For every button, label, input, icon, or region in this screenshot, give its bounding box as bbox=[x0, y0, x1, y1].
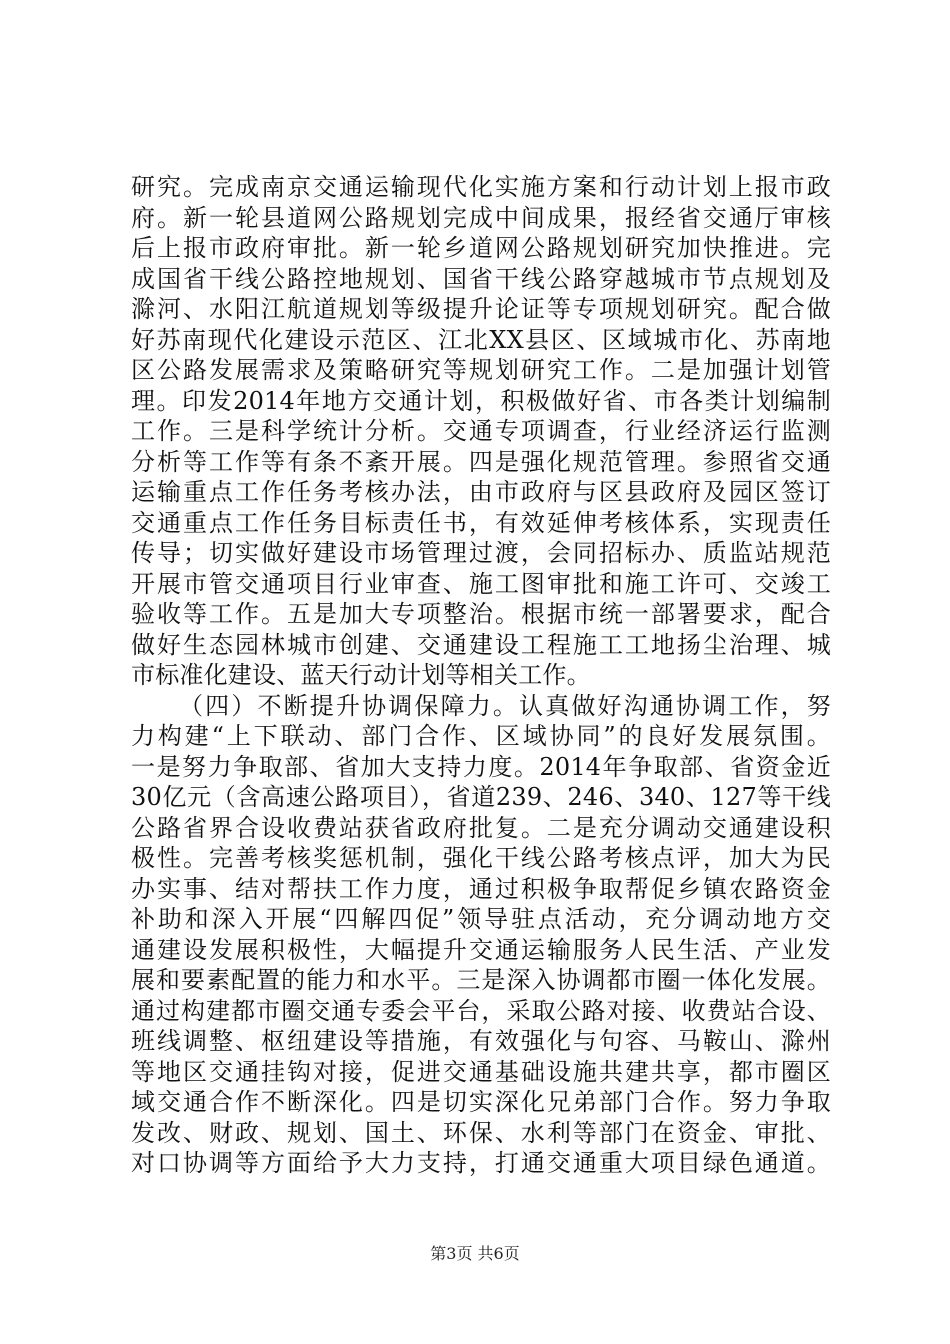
text-line: 好苏南现代化建设示范区、江北XX县区、区域城市化、苏南地 bbox=[131, 325, 831, 354]
text-line: 成国省干线公路控地规划、国省干线公路穿越城市节点规划及 bbox=[131, 264, 831, 293]
text-line: 验收等工作。五是加大专项整治。根据市统一部署要求，配合 bbox=[131, 600, 831, 628]
text-line: 办实事、结对帮扶工作力度，通过积极争取帮促乡镇农路资金 bbox=[131, 874, 831, 903]
page-footer: 第3页 共6页 bbox=[430, 1244, 520, 1263]
text-line: 力构建“上下联动、部门合作、区域协同”的良好发展氛围。 bbox=[131, 722, 831, 750]
text-line: 30亿元（含高速公路项目），省道239、246、340、127等干线 bbox=[131, 783, 831, 811]
text-line: 发改、财政、规划、国土、环保、水利等部门在资金、审批、 bbox=[131, 1118, 831, 1147]
text-line: 等地区交通挂钩对接，促进交通基础设施共建共享，都市圈区 bbox=[131, 1057, 831, 1086]
text-line: 域交通合作不断深化。四是切实深化兄弟部门合作。努力争取 bbox=[131, 1088, 831, 1116]
text-line: 做好生态园林城市创建、交通建设工程施工工地扬尘治理、城 bbox=[131, 630, 831, 659]
body-text bbox=[131, 172, 831, 1179]
text-line: 补助和深入开展“四解四促”领导驻点活动，充分调动地方交 bbox=[131, 905, 831, 933]
text-line: 一是努力争取部、省加大支持力度。2014年争取部、省资金近 bbox=[131, 752, 831, 781]
section-heading-line: （四）不断提升协调保障力。认真做好沟通协调工作，努 bbox=[179, 691, 831, 720]
text-line: 后上报市政府审批。新一轮乡道网公路规划研究加快推进。完 bbox=[131, 234, 831, 262]
text-line: 交通重点工作任务目标责任书，有效延伸考核体系，实现责任 bbox=[131, 508, 831, 537]
text-line: 府。新一轮县道网公路规划完成中间成果，报经省交通厅审核 bbox=[131, 203, 831, 232]
text-line: 研究。完成南京交通运输现代化实施方案和行动计划上报市政 bbox=[131, 173, 831, 201]
text-line: 对口协调等方面给予大力支持，打通交通重大项目绿色通道。 bbox=[131, 1149, 831, 1177]
text-line: 极性。完善考核奖惩机制，强化干线公路考核点评，加大为民 bbox=[131, 844, 831, 872]
text-line: 工作。三是科学统计分析。交通专项调查，行业经济运行监测 bbox=[131, 417, 831, 445]
text-line: 传导；切实做好建设市场管理过渡，会同招标办、质监站规范 bbox=[131, 539, 831, 567]
text-line: 开展市管交通项目行业审查、施工图审批和施工许可、交竣工 bbox=[131, 569, 831, 598]
text-line: 市标准化建设、蓝天行动计划等相关工作。 bbox=[131, 661, 591, 689]
text-line: 展和要素配置的能力和水平。三是深入协调都市圈一体化发展。 bbox=[131, 966, 831, 994]
text-line: 公路省界合设收费站获省政府批复。二是充分调动交通建设积 bbox=[131, 813, 831, 842]
text-line: 通建设发展积极性，大幅提升交通运输服务人民生活、产业发 bbox=[131, 935, 831, 964]
text-line: 通过构建都市圈交通专委会平台，采取公路对接、收费站合设、 bbox=[131, 996, 831, 1025]
text-line: 理。印发2014年地方交通计划，积极做好省、市各类计划编制 bbox=[131, 386, 831, 415]
text-line: 班线调整、枢纽建设等措施，有效强化与句容、马鞍山、滁州 bbox=[131, 1027, 831, 1055]
text-line: 分析等工作等有条不紊开展。四是强化规范管理。参照省交通 bbox=[131, 447, 831, 476]
text-line: 滁河、水阳江航道规划等级提升论证等专项规划研究。配合做 bbox=[131, 295, 831, 323]
text-line: 运输重点工作任务考核办法，由市政府与区县政府及园区签订 bbox=[131, 478, 831, 506]
text-line: 区公路发展需求及策略研究等规划研究工作。二是加强计划管 bbox=[131, 356, 831, 384]
